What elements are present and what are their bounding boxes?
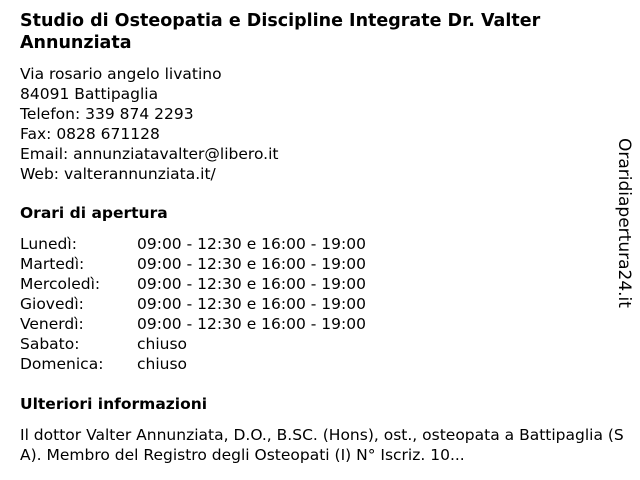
- website-address: Web: valterannunziata.it/: [20, 165, 216, 183]
- day-label: Giovedì:: [20, 295, 84, 313]
- day-label: Lunedì:: [20, 235, 77, 253]
- fax-number: Fax: 0828 671128: [20, 125, 160, 143]
- hours-value: 09:00 - 12:30 e 16:00 - 19:00: [137, 315, 366, 333]
- additional-info-heading: Ulteriori informazioni: [20, 395, 208, 413]
- business-title: Studio di Osteopatia e Discipline Integrate Dr. Valter Annunziata: [20, 11, 541, 53]
- phone-number: Telefon: 339 874 2293: [20, 105, 194, 123]
- day-label: Mercoledì:: [20, 275, 101, 293]
- email-address: Email: annunziatavalter@libero.it: [20, 145, 279, 163]
- street-address: Via rosario angelo livatino: [20, 65, 222, 83]
- opening-hours-heading: Orari di apertura: [20, 204, 168, 222]
- hours-value: 09:00 - 12:30 e 16:00 - 19:00: [137, 255, 366, 273]
- hours-value: chiuso: [137, 335, 188, 353]
- day-label: Martedì:: [20, 255, 85, 273]
- additional-info-text: Il dottor Valter Annunziata, D.O., B.SC. (Hons), ost., osteopata a Battipaglia (SA). Membro del Registro degli Osteopati (I) N° Iscriz. 10...: [20, 426, 624, 464]
- day-label: Venerdì:: [20, 315, 84, 333]
- site-watermark: Oraridiapertura24.it: [614, 138, 634, 308]
- hours-value: 09:00 - 12:30 e 16:00 - 19:00: [137, 235, 366, 253]
- day-label: Domenica:: [20, 355, 104, 373]
- hours-value: 09:00 - 12:30 e 16:00 - 19:00: [137, 275, 366, 293]
- contact-block: [20, 64, 278, 184]
- hours-value: chiuso: [137, 355, 188, 373]
- hours-value: 09:00 - 12:30 e 16:00 - 19:00: [137, 295, 366, 313]
- city-address: 84091 Battipaglia: [20, 85, 159, 103]
- day-label: Sabato:: [20, 335, 80, 353]
